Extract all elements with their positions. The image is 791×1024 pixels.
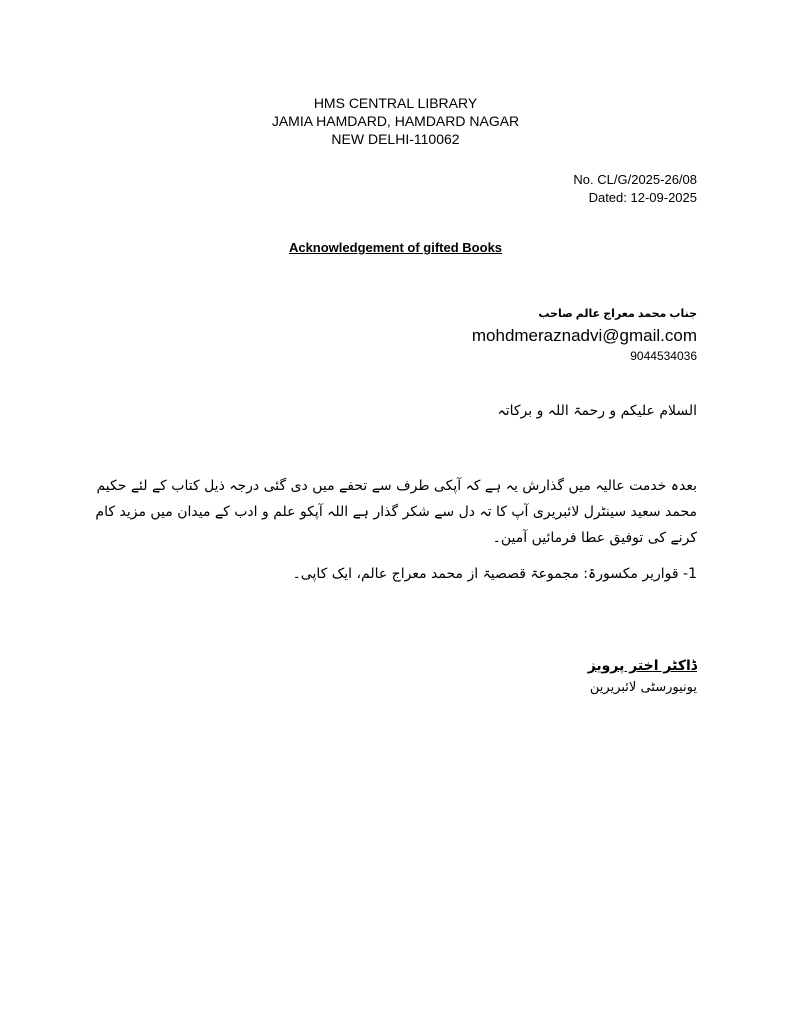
letterhead-library-name: HMS CENTRAL LIBRARY: [313, 95, 478, 111]
gifted-book-item: 1- قواریر مکسورۃ: مجموعۃ قصصیۃ از محمد معراج عالم، ایک کاپی۔: [292, 566, 697, 582]
letterhead-city: NEW DELHI-110062: [331, 131, 460, 147]
recipient-phone: 9044534036: [630, 349, 697, 363]
subject-heading: Acknowledgement of gifted Books: [288, 240, 503, 255]
reference-date: Dated: 12-09-2025: [588, 190, 697, 205]
signatory-name: ڈاکٹر اختر پرویز: [587, 658, 697, 674]
signature-block: [297, 655, 697, 699]
letterhead-institution: JAMIA HAMDARD, HAMDARD NAGAR: [271, 113, 520, 129]
greeting: السلام علیکم و رحمۃ اللہ و برکاتہ: [497, 403, 697, 419]
reference-number: No. CL/G/2025-26/08: [573, 172, 697, 187]
recipient-name: جناب محمد معراج عالم صاحب: [538, 308, 697, 320]
reference-block: [573, 171, 697, 207]
recipient-block: [97, 305, 697, 364]
letter-body: بعدہ خدمت عالیہ میں گذارش یہ ہے کہ آپکی طرف سے تحفے میں دی گئی درجہ ذیل کتاب کے لئے حکیم محمد سعید سینٹرل لائبریری آپ کا تہ دل سے شکر گذار ہے اللہ آپکو علم و ادب کے میدان میں مزید کام کرنے کی توفیق عطا فرمائیں آمین۔: [95, 478, 697, 546]
recipient-email: mohdmeraznadvi@gmail.com: [471, 326, 697, 345]
letterhead: [0, 94, 791, 148]
signatory-title: یونیورسٹی لائبریرین: [589, 680, 697, 695]
